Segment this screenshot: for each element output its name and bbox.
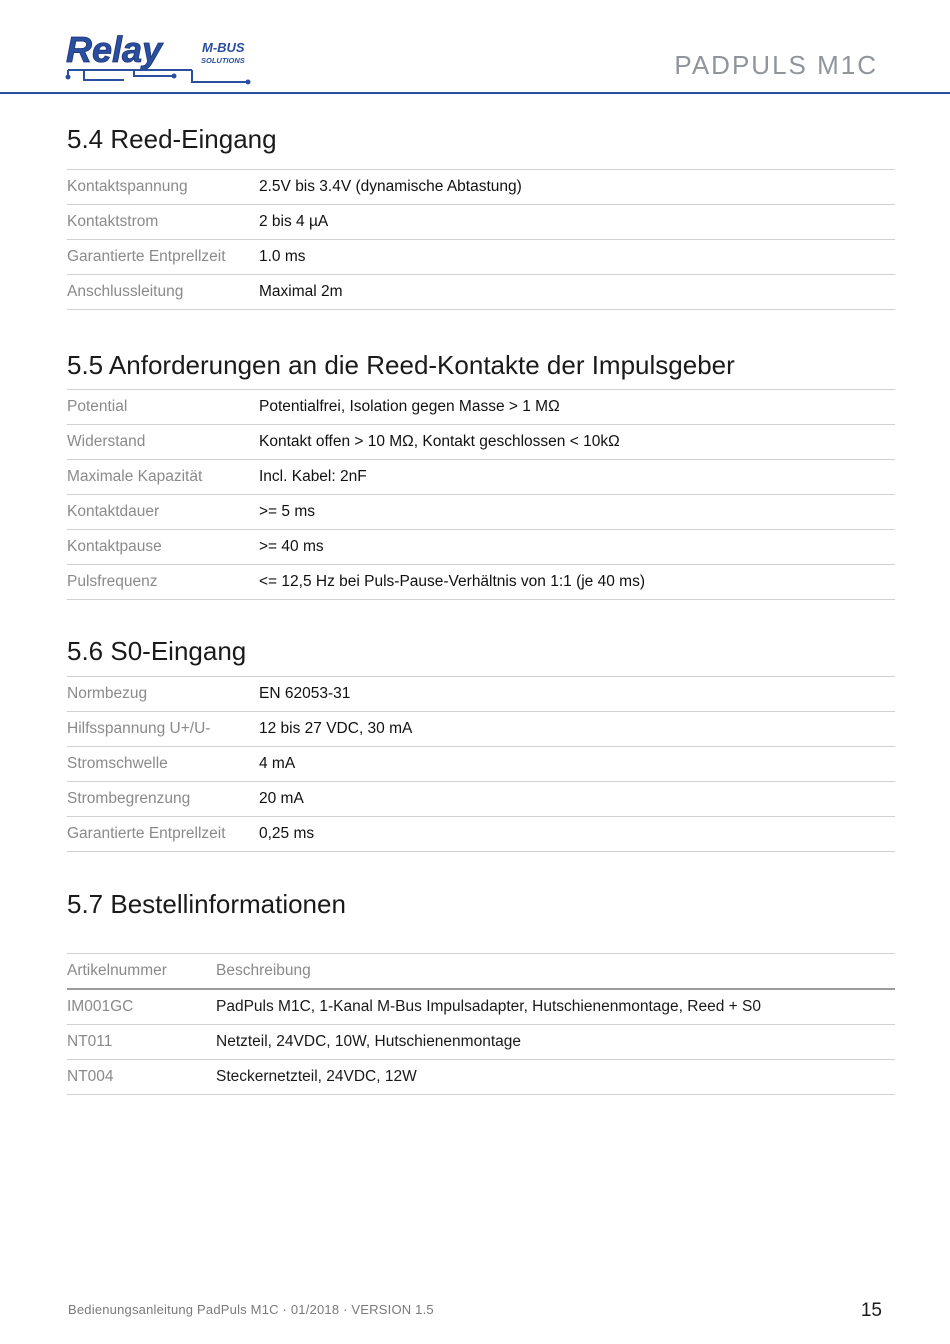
section-title-s0: 5.6 S0-Eingang: [67, 636, 247, 666]
article-description: Netzteil, 24VDC, 10W, Hutschienenmontage: [216, 1025, 895, 1060]
spec-key: Kontaktspannung: [67, 170, 259, 205]
spec-value: 20 mA: [259, 782, 895, 817]
spec-value: Potentialfrei, Isolation gegen Masse > 1 MΩ: [259, 390, 895, 425]
page-footer-text: Bedienungsanleitung PadPuls M1C · 01/2018 · VERSION 1.5: [68, 1302, 434, 1317]
spec-key: Potential: [67, 390, 259, 425]
spec-value: Maximal 2m: [259, 275, 895, 310]
table-row: [67, 170, 895, 205]
page-number: 15: [860, 1300, 882, 1321]
page-content: [67, 92, 895, 1095]
spec-value: Incl. Kabel: 2nF: [259, 460, 895, 495]
spec-value: >= 40 ms: [259, 530, 895, 565]
spec-key: Pulsfrequenz: [67, 565, 259, 600]
table-row: [67, 747, 895, 782]
spec-value: 2 bis 4 µA: [259, 205, 895, 240]
spec-value: <= 12,5 Hz bei Puls-Pause-Verhältnis von 1:1 (je 40 ms): [259, 565, 895, 600]
relay-logo: [64, 30, 254, 86]
spec-key: Widerstand: [67, 425, 259, 460]
section-title-order: 5.7 Bestellinformationen: [67, 889, 346, 919]
spec-value: >= 5 ms: [259, 495, 895, 530]
spec-value: 2.5V bis 3.4V (dynamische Abtastung): [259, 170, 895, 205]
article-number: NT004: [67, 1060, 216, 1095]
table-header-row: [67, 954, 895, 990]
table-row: [67, 390, 895, 425]
spec-value: 12 bis 27 VDC, 30 mA: [259, 712, 895, 747]
table-row: [67, 677, 895, 712]
article-number: IM001GC: [67, 989, 216, 1025]
page-header: [0, 0, 950, 94]
table-row: [67, 712, 895, 747]
spec-key: Strombegrenzung: [67, 782, 259, 817]
spec-key: Maximale Kapazität: [67, 460, 259, 495]
order-table: [67, 953, 895, 1095]
table-row: [67, 275, 895, 310]
spec-value: 4 mA: [259, 747, 895, 782]
table-row: [67, 817, 895, 852]
spec-key: Kontaktstrom: [67, 205, 259, 240]
column-header: Artikelnummer: [67, 954, 216, 990]
section-title-contacts: 5.5 Anforderungen an die Reed-Kontakte der Impulsgeber: [67, 350, 735, 380]
table-row: [67, 205, 895, 240]
spec-value: 0,25 ms: [259, 817, 895, 852]
spec-key: Normbezug: [67, 677, 259, 712]
article-description: PadPuls M1C, 1-Kanal M-Bus Impulsadapter, Hutschienenmontage, Reed + S0: [216, 989, 895, 1025]
svg-text:Relay: Relay: [66, 30, 163, 70]
table-row: [67, 1025, 895, 1060]
reed-spec-table: [67, 169, 895, 310]
spec-key: Kontaktpause: [67, 530, 259, 565]
table-row: [67, 530, 895, 565]
article-number: NT011: [67, 1025, 216, 1060]
section-title-reed: 5.4 Reed-Eingang: [67, 124, 277, 154]
spec-value: Kontakt offen > 10 MΩ, Kontakt geschlossen < 10kΩ: [259, 425, 895, 460]
product-name: PADPULS M1C: [674, 50, 878, 80]
contacts-spec-table: [67, 389, 895, 600]
table-row: [67, 425, 895, 460]
spec-key: Garantierte Entprellzeit: [67, 817, 259, 852]
column-header: Beschreibung: [216, 954, 895, 990]
spec-key: Stromschwelle: [67, 747, 259, 782]
spec-key: Kontaktdauer: [67, 495, 259, 530]
article-description: Steckernetzteil, 24VDC, 12W: [216, 1060, 895, 1095]
svg-text:SOLUTIONS: SOLUTIONS: [201, 56, 245, 65]
table-row: [67, 1060, 895, 1095]
table-row: [67, 460, 895, 495]
spec-key: Garantierte Entprellzeit: [67, 240, 259, 275]
spec-value: EN 62053-31: [259, 677, 895, 712]
table-row: [67, 495, 895, 530]
table-row: [67, 782, 895, 817]
svg-text:M-BUS: M-BUS: [202, 40, 245, 55]
s0-spec-table: [67, 676, 895, 852]
spec-key: Anschlussleitung: [67, 275, 259, 310]
table-row: [67, 240, 895, 275]
spec-value: 1.0 ms: [259, 240, 895, 275]
table-row: [67, 565, 895, 600]
table-row: [67, 989, 895, 1025]
spec-key: Hilfsspannung U+/U-: [67, 712, 259, 747]
